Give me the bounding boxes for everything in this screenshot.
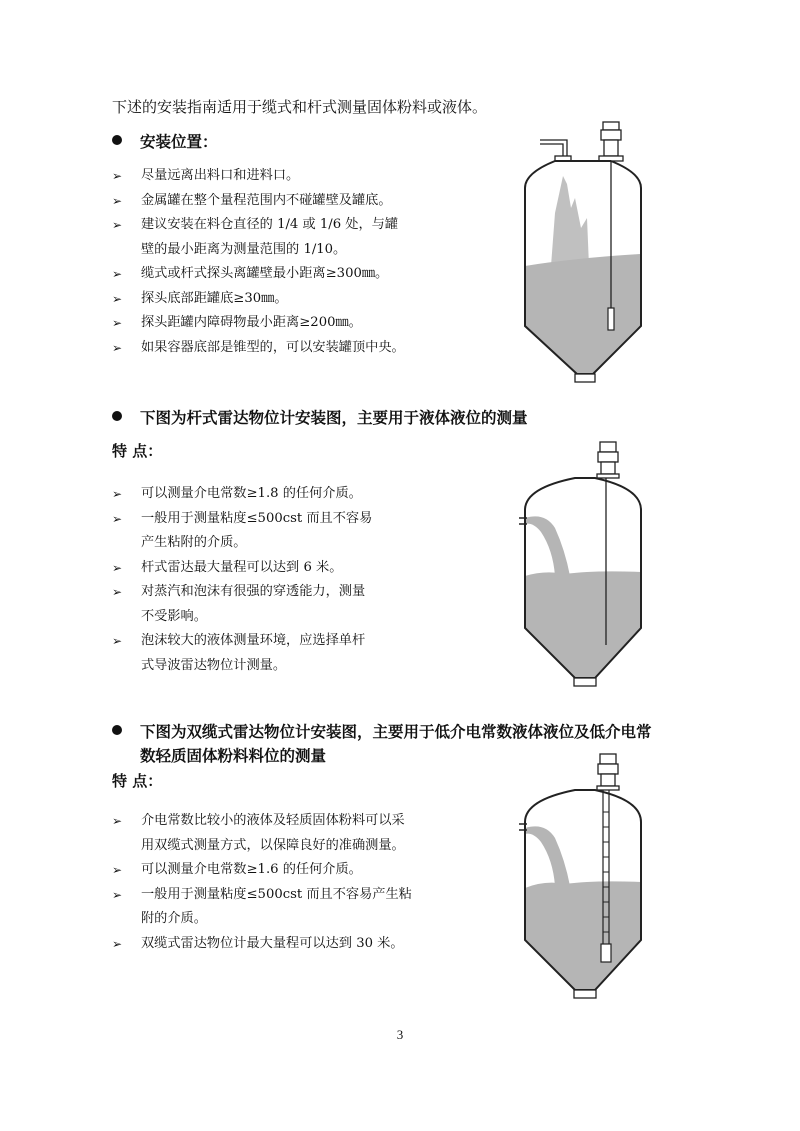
- arrow-bullet-icon: ➢: [112, 887, 123, 902]
- list-item: ➢ 杆式雷达最大量程可以达到 6 米。: [112, 556, 372, 581]
- list-item: ➢ 对蒸汽和泡沫有很强的穿透能力，测量: [112, 580, 372, 605]
- liquid-inflow: [525, 826, 570, 886]
- inlet-pipe: [540, 140, 567, 158]
- list-item: 用双缆式测量方式，以保障良好的准确测量。: [141, 837, 405, 853]
- outlet: [574, 990, 596, 998]
- bullet-dot-icon: [112, 411, 122, 421]
- list-item: ➢ 一般用于测量粘度≤500cst 而且不容易产生粘: [112, 883, 412, 908]
- arrow-bullet-icon: ➢: [112, 340, 123, 355]
- list-item: 附的介质。: [141, 911, 207, 926]
- section2-heading: [112, 406, 528, 428]
- cable-weight: [601, 944, 611, 962]
- arrow-bullet-icon: ➢: [112, 218, 123, 232]
- section3-title-line2: 数轻质固体粉料料位的测量: [140, 746, 327, 765]
- arrow-bullet-icon: ➢: [112, 585, 123, 599]
- tank-diagram-dual-cable: [515, 752, 655, 1007]
- list-item: ➢ 探头距罐内障碍物最小距离≥200㎜。: [112, 311, 405, 336]
- powder-material: [525, 254, 641, 373]
- list-item: ➢ 一般用于测量粘度≤500cst 而且不容易: [112, 507, 372, 532]
- list-item: 不受影响。: [141, 608, 207, 624]
- list-item: ➢ 双缆式雷达物位计最大量程可以达到 30 米。: [112, 932, 412, 957]
- list-item: ➢ 介电常数比较小的液体及轻质固体粉料可以采: [112, 809, 412, 834]
- section3-feature-label: 特 点：: [112, 772, 163, 790]
- liquid-inflow: [525, 516, 570, 576]
- outlet: [575, 374, 595, 382]
- radar-head: [603, 122, 619, 130]
- powder-stream: [551, 176, 589, 266]
- section1-title: 安装位置：: [140, 132, 218, 151]
- arrow-bullet-icon: ➢: [112, 560, 123, 575]
- bullet-dot-icon: [112, 135, 122, 145]
- list-item: ➢ 如果容器底部是锥型的，可以安装罐顶中央。: [112, 336, 405, 361]
- arrow-bullet-icon: ➢: [112, 511, 123, 526]
- arrow-bullet-icon: ➢: [112, 634, 123, 648]
- page-number: 3: [396, 1027, 404, 1042]
- tank-diagram-rod: [515, 440, 655, 695]
- bullet-dot-icon: [112, 725, 122, 735]
- tank-diagram-solid: [515, 118, 655, 388]
- section2-list: [112, 482, 372, 678]
- list-item: ➢ 建议安装在料仓直径的 1/4 或 1/6 处，与罐: [112, 213, 405, 238]
- liquid-material: [525, 571, 641, 678]
- list-item: 壁的最小距离为测量范围的 1/10。: [141, 241, 347, 257]
- radar-head: [600, 442, 616, 452]
- list-item: ➢ 金属罐在整个量程范围内不碰罐壁及罐底。: [112, 189, 405, 214]
- section1-list: [112, 164, 405, 360]
- list-item: ➢ 缆式或杆式探头离罐壁最小距离≥300㎜。: [112, 262, 405, 287]
- list-item: ➢ 泡沫较大的液体测量环境，应选择单杆: [112, 629, 372, 654]
- list-item: 产生粘附的介质。: [141, 535, 247, 550]
- arrow-bullet-icon: ➢: [112, 936, 123, 951]
- arrow-bullet-icon: ➢: [112, 487, 123, 501]
- list-item: ➢ 探头底部距罐底≥30㎜。: [112, 287, 405, 312]
- list-item: ➢ 可以测量介电常数≥1.8 的任何介质。: [112, 482, 372, 507]
- list-item: 式导波雷达物位计测量。: [141, 657, 287, 673]
- intro-text: 下述的安装指南适用于缆式和杆式测量固体粉料或液体。: [112, 98, 488, 116]
- liquid-material: [525, 881, 641, 990]
- section1-heading: [112, 130, 218, 152]
- arrow-bullet-icon: ➢: [112, 863, 123, 877]
- section3-title-line1: 下图为双缆式雷达物位计安装图，主要用于低介电常数液体液位及低介电常: [140, 722, 652, 741]
- section3-heading: [112, 720, 652, 742]
- list-item: ➢ 可以测量介电常数≥1.6 的任何介质。: [112, 858, 412, 883]
- arrow-bullet-icon: ➢: [112, 814, 123, 828]
- section2-title: 下图为杆式雷达物位计安装图，主要用于液体液位的测量: [140, 408, 528, 427]
- arrow-bullet-icon: ➢: [112, 316, 123, 330]
- arrow-bullet-icon: ➢: [112, 267, 123, 281]
- arrow-bullet-icon: ➢: [112, 291, 123, 306]
- arrow-bullet-icon: ➢: [112, 169, 123, 183]
- outlet: [574, 678, 596, 686]
- arrow-bullet-icon: ➢: [112, 193, 123, 208]
- list-item: ➢ 尽量远离出料口和进料口。: [112, 164, 405, 189]
- radar-head: [600, 754, 616, 764]
- section2-feature-label: 特 点：: [112, 442, 163, 460]
- section3-list: [112, 809, 412, 956]
